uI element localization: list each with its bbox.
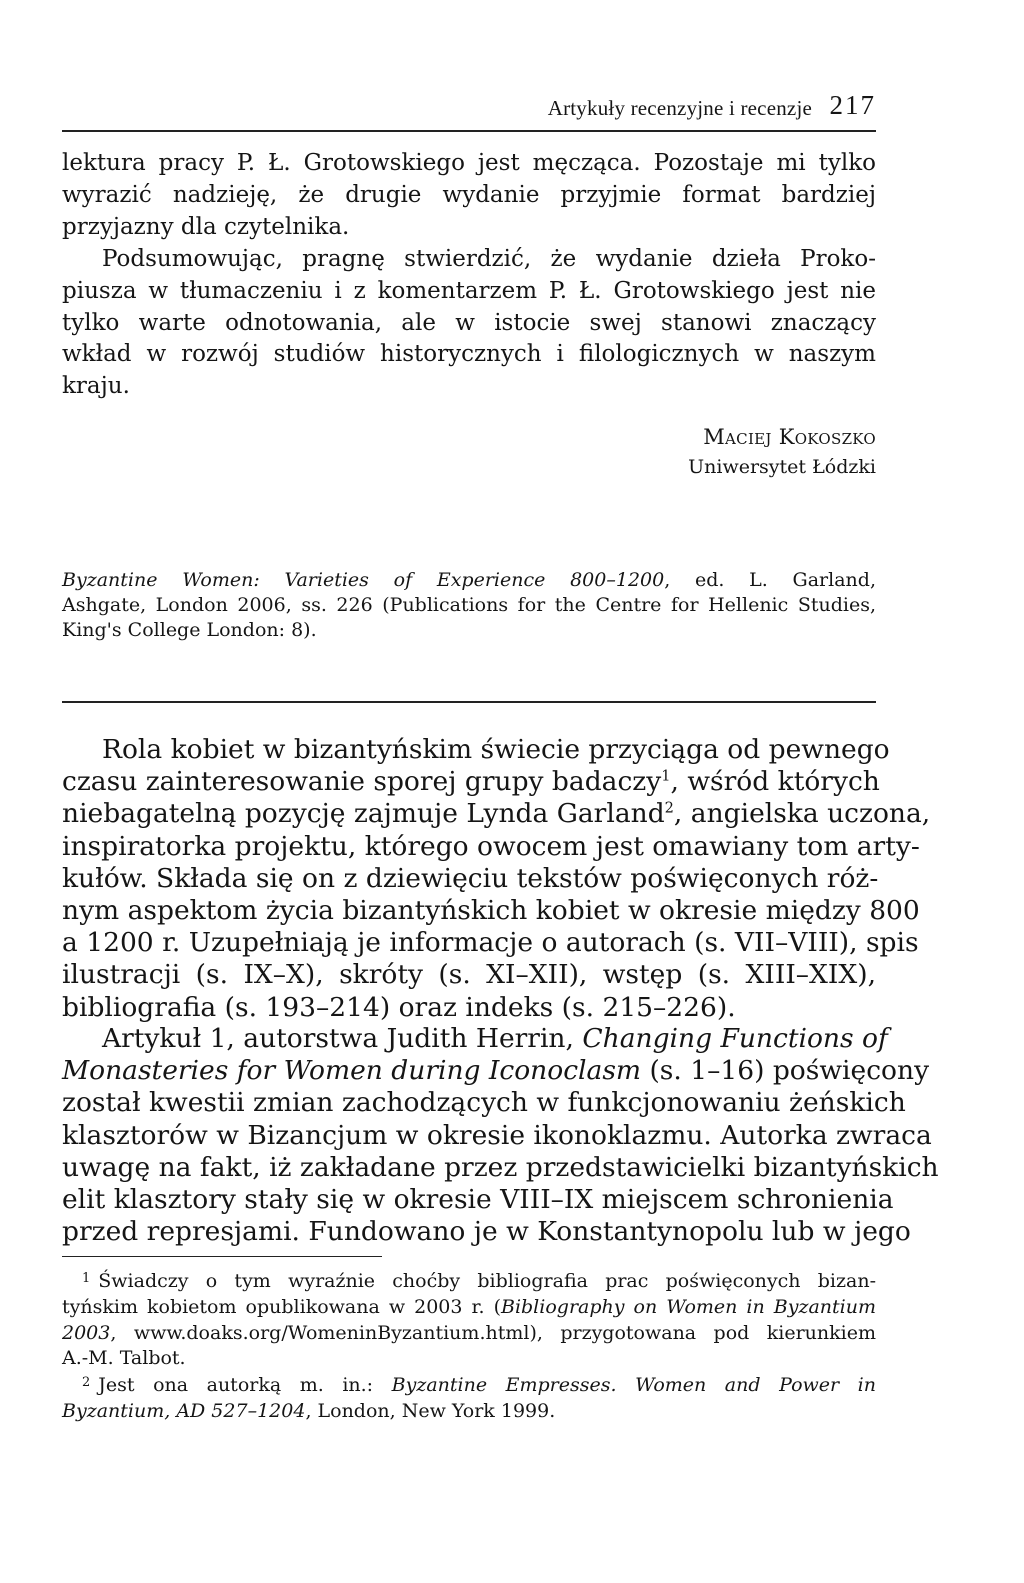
text-line: ilustracji (s. IX–X), skróty (s. XI–XII), wstęp (s. XIII–XIX),: [62, 959, 876, 991]
text-line: a 1200 r. Uzupełniają je informacje o autorach (s. VII–VIII), spis: [62, 927, 919, 959]
text-line: tylko warte odnotowania, ale w istocie swej stanowi znaczący: [62, 309, 876, 336]
text-line: klasztorów w Bizancjum w okresie ikonoklazmu. Autorka zwraca: [62, 1119, 932, 1151]
footnote-line: tyńskim kobietom opublikowana w 2003 r. (Bibliography on Women in Byzantium: [62, 1295, 876, 1318]
footnote-separator: [62, 1256, 382, 1257]
footnote-line: $^2$ Jest ona autorką m. in.: Byzantine Empresses. Women and Power in: [62, 1370, 876, 1399]
footnote-2: [62, 1370, 876, 1425]
text-line: uwagę na fakt, iż zakładane przez przedstawicielki bizantyńskich: [62, 1151, 939, 1183]
text-line: kułów. Składa się on z dziewięciu tekstów poświęconych róż-: [62, 862, 879, 894]
review-bibliographic-header: [62, 568, 876, 643]
biblio-line: Ashgate, London 2006, ss. 226 (Publications for the Centre for Hellenic Studies,: [62, 594, 876, 616]
footnote-line: A.-M. Talbot.: [62, 1347, 186, 1370]
footnote-number: 1: [82, 1271, 91, 1286]
biblio-line: King's College London: 8).: [62, 619, 317, 641]
closing-paragraph-1: [62, 148, 876, 243]
text-line: piusza w tłumaczeniu i z komentarzem P. Ł. Grotowskiego jest nie: [62, 277, 876, 304]
text-line: wkład w rozwój studiów historycznych i filologicznych w naszym: [62, 341, 876, 368]
text-line: wyrazić nadzieję, że drugie wydanie przyjmie format bardziej: [62, 181, 876, 208]
reviewer-affiliation: Uniwersytet Łódzki: [688, 456, 876, 478]
text-line: Artykuł 1, autorstwa Judith Herrin, Changing Functions of: [102, 1023, 888, 1054]
text-line: przed represjami. Fundowano je w Konstantynopolu lub w jego: [62, 1216, 911, 1248]
footnote-line: Byzantium, AD 527–1204, London, New York 1999.: [62, 1399, 556, 1422]
review-paragraph-1: [62, 734, 931, 1024]
text-line: niebagatelną pozycję zajmuje Lynda Garland$^2$, angielska uczona,: [62, 798, 931, 830]
text-line: został kwestii zmian zachodzących w funkcjonowaniu żeńskich: [62, 1087, 906, 1119]
text-line: inspiratorka projektu, którego owocem jest omawiany tom arty-: [62, 830, 920, 862]
text-line: Monasteries for Women during Iconoclasm (s. 1–16) poświęcony: [62, 1055, 930, 1087]
article-title: Monasteries for Women during Iconoclasm: [62, 1055, 642, 1087]
footnote-line: $^1$ Świadczy o tym wyraźnie choćby bibliografia prac poświęconych bizan-: [62, 1266, 876, 1295]
section-divider: [62, 701, 876, 703]
footnote-1: [62, 1266, 876, 1372]
article-title: Changing Functions of: [582, 1023, 888, 1054]
footnote-ref-2[interactable]: 2: [664, 799, 674, 817]
book-title: Byzantine Women: Varieties of Experience 800–1200: [62, 569, 665, 591]
footnote-line: 2003, www.doaks.org/WomeninByzantium.html), przygotowana pod kierunkiem: [62, 1321, 876, 1344]
text-line: Rola kobiet w bizantyńskim świecie przyciąga od pewnego: [102, 734, 890, 765]
text-line: kraju.: [62, 373, 130, 400]
closing-paragraph-2: [62, 244, 876, 403]
biblio-line: Byzantine Women: Varieties of Experience 800–1200, ed. L. Garland,: [62, 569, 876, 591]
footnote-number: 2: [82, 1375, 91, 1390]
page-number: 217: [829, 90, 876, 120]
text-line: Podsumowując, pragnę stwierdzić, że wydanie dzieła Proko-: [102, 246, 876, 272]
footnote-ref-1[interactable]: 1: [661, 767, 671, 785]
running-title: Artykuły recenzyjne i recenzje: [547, 96, 812, 120]
running-header: [62, 90, 876, 132]
review-paragraph-2: [62, 1023, 939, 1248]
text-line: czasu zainteresowanie sporej grupy badaczy$^1$, wśród których: [62, 766, 880, 798]
text-line: bibliografia (s. 193–214) oraz indeks (s. 215–226).: [62, 991, 736, 1023]
text-line: lektura pracy P. Ł. Grotowskiego jest męcząca. Pozostaje mi tylko: [62, 150, 876, 176]
reviewer-name: Maciej Kokoszko: [703, 425, 876, 449]
text-line: elit klasztory stały się w okresie VIII–IX miejscem schronienia: [62, 1184, 894, 1216]
text-line: przyjazny dla czytelnika.: [62, 213, 350, 240]
text-line: nym aspektom życia bizantyńskich kobiet w okresie między 800: [62, 895, 920, 927]
